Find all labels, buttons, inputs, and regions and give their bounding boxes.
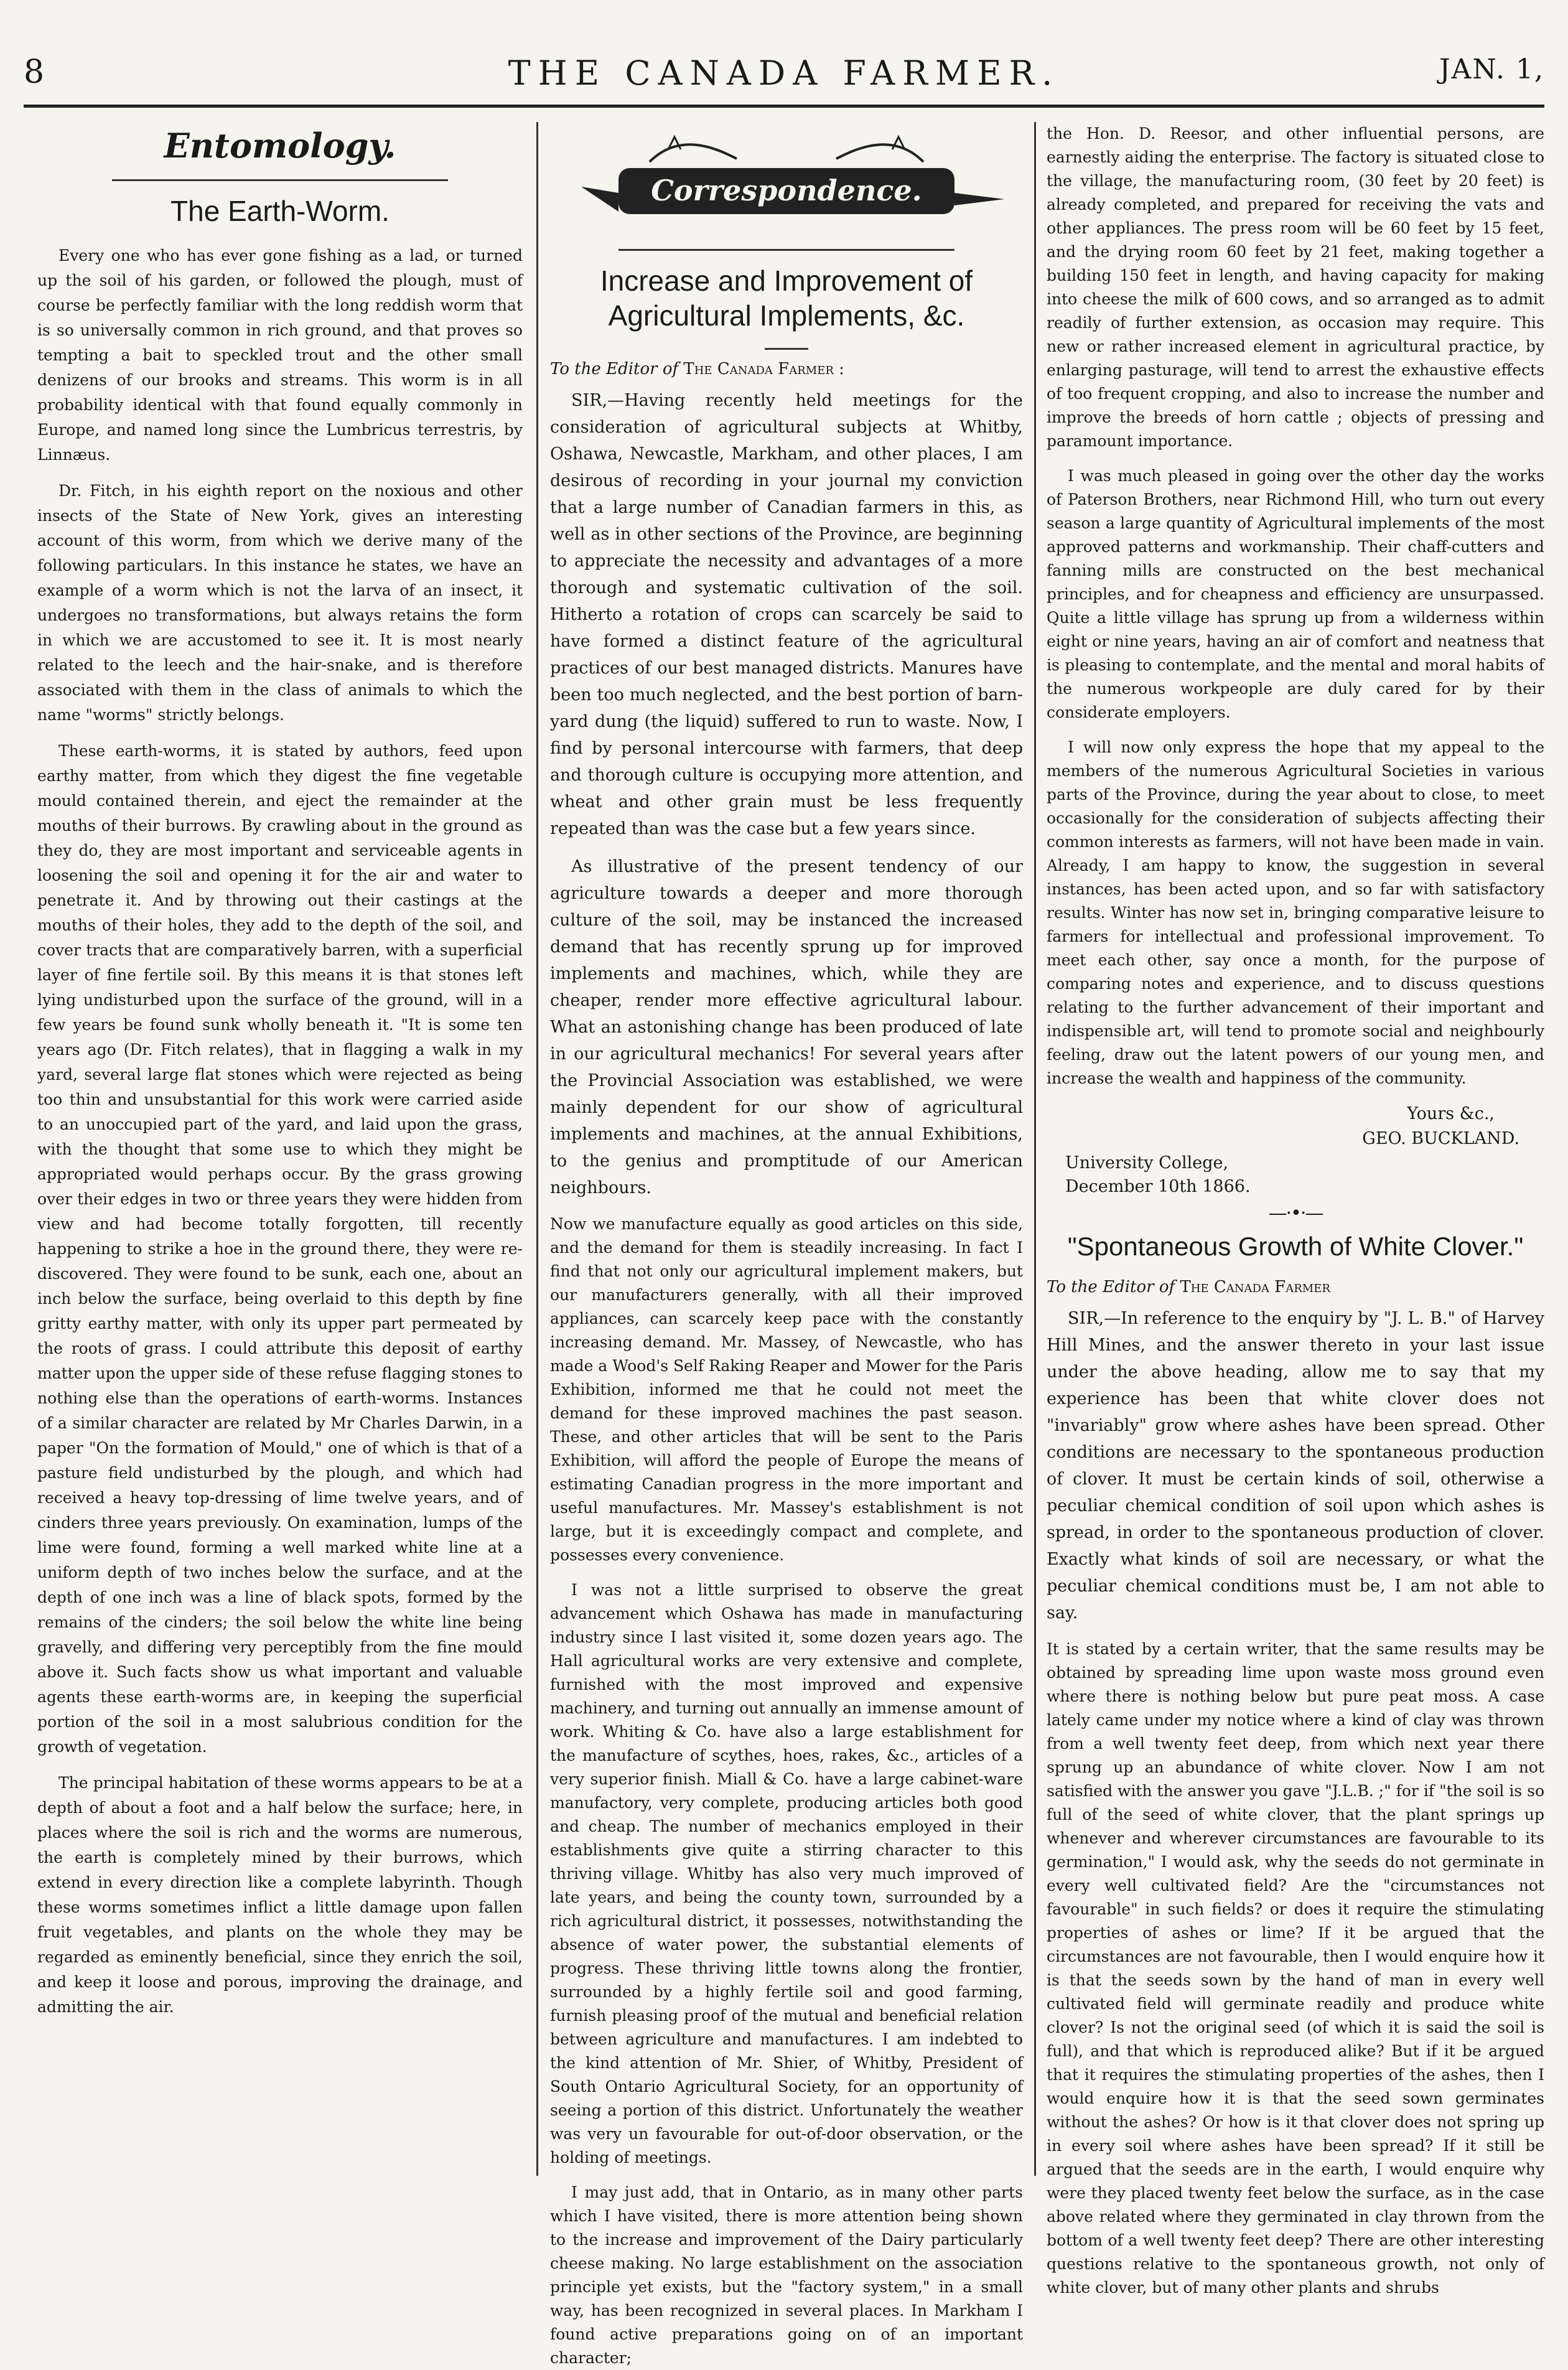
salutation: [550, 360, 1023, 378]
masthead: [0, 0, 1568, 118]
column-continued: [1047, 122, 1544, 2297]
banner-text: Correspondence.: [651, 174, 922, 207]
column-divider: [1034, 122, 1036, 2176]
paper-title: THE CANADA FARMER.: [508, 54, 1060, 93]
paragraph: Every one who has ever gone fishing as a lad, or turned up the soil of his garden, or followed the plough, must of course be perfectly familiar with the long reddish worm that is so universally common in rich ground, and that proves so tempting a bait to speckled trout and the other small denizens of our brooks and streams. This worm is in all probability identical with that found equally commonly in Europe, and named long since the Lumbricus terrestris, by Linnæus.: [37, 246, 523, 464]
article-title: "Spontaneous Growth of White Clover.": [1067, 1232, 1524, 1261]
paragraph: As illustrative of the present tendency of our agriculture towards a deeper and more thorough culture of the soil, may be instanced the increased demand that has recently sprung up for improved implements and machines, which, while they are cheaper, render more effective agricultural labour. What an astonishing change has been produced of late in our agricultural mechanics! For several years after the Provincial Association was established, we were mainly dependent for our show of agricultural implements and machines, at the annual Exhibitions, to the genius and promptitude of our American neighbours.: [550, 857, 1023, 1197]
heading-rule: [618, 249, 954, 251]
closing: Yours &c.,: [1407, 1104, 1495, 1123]
paper-name: The Canada Farmer :: [683, 360, 844, 378]
title-rule: [765, 348, 808, 350]
correspondence-banner: [556, 124, 1017, 237]
paragraph: I was much pleased in going over the other day the works of Paterson Brothers, near Richmond Hill, who turn out every season a large quantity of Agricultural implements of the most approved patterns and workmanship. Their chaff-cutters and fanning mills are constructed on the best mechanical principles, and for cheapness and efficiency are unsurpassed. Quite a little village has sprung up from a wilderness within eight or nine years, having an air of comfort and neatness that is pleasing to contemplate, and the mental and moral habits of the numerous workpeople are duly cared for by their considerate employers.: [1047, 467, 1544, 721]
ornament-rule: —·•·—: [1268, 1202, 1323, 1224]
salutation: [1047, 1278, 1544, 1296]
signature: GEO. BUCKLAND.: [1362, 1129, 1519, 1148]
paragraph: The principal habitation of these worms appears to be at a depth of about a foot and a half below the surface; here, in places where the soil is rich and the worms are numerous, the earth is completely mined by their burrows, which extend in every direction like a complete labyrinth. Though these worms sometimes inflict a little damage upon fallen fruit vegetables, and plants on the whole they may be regarded as eminently beneficial, since they enrich the soil, and keep it loose and porous, improving the drainage, and admitting the air.: [37, 1774, 523, 2016]
section-heading: Entomology.: [164, 126, 396, 166]
article-title: The Earth-Worm.: [170, 195, 390, 227]
heading-rule: [112, 179, 448, 181]
column-correspondence: [550, 122, 1023, 2367]
place-line: University College,: [1065, 1153, 1229, 1173]
paragraph: the Hon. D. Reesor, and other influential persons, are earnestly aiding the enterprise. The factory is situated close to the village, the manufacturing room, (30 feet by 20 feet) is already completed, and prepared for receiving the vats and other appliances. The press room will be 60 feet by 15 feet, and the drying room 60 feet by 21 feet, making together a building 150 feet in length, and having capacity for making into cheese the milk of 600 cows, and so arranged as to admit readily of further extension, as occasion may require. This new or rather increased element in agricultural practice, by enlarging pasturage, will tend to arrest the exhaustive effects of too frequent cropping, and also to increase the number and improve the breeds of horn cattle ; objects of pressing and paramount importance.: [1047, 124, 1544, 450]
paragraph: SIR,—In reference to the enquiry by "J. L. B." of Harvey Hill Mines, and the answer thereto in your last issue under the above heading, allow me to say that my experience has been that white clover does not "invariably" grow where ashes have been spread. Other conditions are necessary to the spontaneous production of clover. It must be certain kinds of soil, otherwise a peculiar chemical condition of soil upon which ashes is spread, in order to the spontaneous production of clover. Exactly what kinds of soil are necessary, or what the peculiar chemical conditions must be, I am not able to say.: [1047, 1309, 1544, 1623]
paragraph: I will now only express the hope that my appeal to the members of the numerous Agricultural Societies in various parts of the Province, during the year about to close, to meet occasionally for the consideration of subjects affecting their common interests as farmers, will not have been made in vain. Already, I am happy to know, the suggestion in several instances, has been acted upon, and so far with satisfactory results. Winter has now set in, bringing comparative leisure to farmers for intellectual and professional improvement. To meet each other, say once a month, for the purpose of comparing notes and experience, and to discuss questions relating to the further advancement of their important and indispensible art, will tend to promote social and neighbourly feeling, draw out the latent powers of our young men, and increase the wealth and happiness of the community.: [1047, 738, 1544, 1087]
paragraph: Now we manufacture equally as good articles on this side, and the demand for them is steadily increasing. In fact I find that not only our agricultural implement makers, but our manufacturers generally, with all their improved appliances, can scarcely keep pace with the constantly increasing demand. Mr. Massey, of Newcastle, who has made a Wood's Self Raking Reaper and Mower for the Paris Exhibition, informed me that he could not meet the demand for these improved machines the past season. These, and other articles that will be sent to the Paris Exhibition, will afford the people of Europe the means of estimating Canadian progress in the more important and useful manufactures. Mr. Massey's establishment is not large, but it is exceedingly compact and complete, and possesses every convenience.: [550, 1215, 1023, 1564]
top-rule: [24, 105, 1544, 108]
paragraph: It is stated by a certain writer, that the same results may be obtained by spreading lime upon waste moss ground even where there is nothing below but pure peat moss. A case lately came under my notice where a kind of clay was thrown from a well twenty feet deep, from which next year there sprung up an abundance of white clover. Now I am not satisfied with the answer you gave "J.L.B. ;" for if "the soil is so full of the seed of white clover, that the plant springs up whenever and wherever circumstances are favourable to its germination," I would ask, why the seeds do not germinate in every well cultivated field? Are the "circumstances not favourable" in such fields? or does it require the stimulating properties of ashes or lime? If it be argued that the circumstances are not favourable, then I would enquire how it is that the seeds sown by the hand of man in every well cultivated field will germinate readily and produce white clover? Is not the original seed (of which it is said the soil is full), and that which is reproduced alike? But if it be argued that it requires the stimulating properties of the ashes, then I would enquire how it is that the seed sown germinates without the ashes? Or how is it that clover does not spring up in every soil where ashes have been spread? If it still be argued that the seeds are in the earth, I would enquire why were they placed twenty feet below the surface, as in the case above related where they germinated in clay thrown from the bottom of a well twenty feet deep? There are other interesting questions relative to the spontaneous growth, not only of white clover, but of many other plants and shrubs: [1047, 1640, 1544, 2297]
issue-date: JAN. 1,: [1439, 54, 1544, 85]
article-title: Increase and Improvement of Agricultural Implements, &c.: [600, 265, 973, 332]
paragraph: I may just add, that in Ontario, as in many other parts which I have visited, there is more attention being shown to the increase and improvement of the Dairy particularly cheese making. No large establishment on the association principle yet exists, but the "factory system," in a small way, has been recognized in several places. In Markham I found active preparations going on of an important character;: [550, 2183, 1023, 2367]
column-divider: [536, 122, 538, 2176]
paragraph: Dr. Fitch, in his eighth report on the noxious and other insects of the State of New York, gives an interesting account of this worm, from which we derive many of the following particulars. In this instance he states, we have an example of a worm which is not the larva of an insect, it undergoes no transformations, but always retains the form in which we are accustomed to see it. It is most nearly related to the leech and the hair-snake, and is therefore associated with them in the class of animals to which the name "worms" strictly belongs.: [37, 482, 523, 724]
paper-name: The Canada Farmer: [1180, 1278, 1330, 1296]
paragraph: I was not a little surprised to observe the great advancement which Oshawa has made in manufacturing industry since I last visited it, some dozen years ago. The Hall agricultural works are very extensive and complete, furnished with the most improved and expensive machinery, and turning out annually an immense amount of work. Whiting & Co. have also a large establishment for the manufacture of scythes, hoes, rakes, &c., articles of a very superior finish. Miall & Co. have a large cabinet-ware manufactory, very complete, producing articles both good and cheap. The number of mechanics employed in their establishments give quite a stirring character to this thriving village. Whitby has also very much improved of late years, and being the county town, surrounded by a rich agricultural district, it possesses, notwithstanding the absence of water power, the substantial elements of progress. These thriving little towns along the frontier, surrounded by a highly fertile soil and good farming, furnish pleasing proof of the mutual and beneficial relation between agriculture and manufactures. I am indebted to the kind attention of Mr. Shier, of Whitby, President of South Ontario Agricultural Society, for an opportunity of seeing a portion of this district. Unfortunately the weather was very un favourable for out-of-door observation, or the holding of meetings.: [550, 1581, 1023, 2166]
date-line: December 10th 1866.: [1065, 1177, 1251, 1196]
to-editor-text: To the Editor of: [550, 360, 679, 378]
paragraph: SIR,—Having recently held meetings for the consideration of agricultural subjects at Whitby, Oshawa, Newcastle, Markham, and other places, I am desirous of recording in your journal my conviction that a large number of Canadian farmers in this, as well as in other sections of the Province, are beginning to appreciate the necessity and advantages of a more thorough and systematic cultivation of the soil. Hitherto a rotation of crops can scarcely be said to have formed a distinct feature of the agricultural practices of our best managed districts. Manures have been too much neglected, and the best portion of barn-yard dung (the liquid) suffered to run to waste. Now, I find by personal intercourse with farmers, that deep and thorough culture is occupying more attention, and wheat and other grain must be less frequently repeated than was the case but a few years since.: [550, 391, 1023, 838]
to-editor-text: To the Editor of: [1047, 1278, 1175, 1296]
column-entomology: [37, 122, 523, 2176]
page-number: 8: [24, 54, 45, 91]
paragraph: These earth-worms, it is stated by authors, feed upon earthy matter, from which they digest the fine vegetable mould contained therein, and eject the remainder at the mouths of their burrows. By crawling about in the ground as they do, they are most important and serviceable agents in loosening the soil and opening it for the air and water to penetrate it. And by throwing out their castings at the mouths of their holes, they add to the depth of the soil, and cover tracts that are comparatively barren, with a superficial layer of fine fertile soil. By this means it is that stones left lying undisturbed upon the surface of the ground, will in a few years be found sunk wholly beneath it. "It is some ten years ago (Dr. Fitch relates), that in flagging a walk in my yard, several large flat stones which were rejected as being too thin and unsubstantial for this work were carried aside to an unoccupied part of the yard, and laid upon the grass, with the thought that some use to which they might be appropriated would perhaps occur. By the grass growing over their edges in two or three years they were hidden from view and had become totally forgotten, till recently happening to strike a hoe in the ground there, they were re-discovered. They were found to be sunk, each one, about an inch below the surface, being overlaid to this depth by fine gritty earthy matter, with only its upper part permeated by the roots of grass. I could attribute this deposit of earthy matter upon the upper side of these refuse flagging stones to nothing else than the operations of earth-worms. Instances of a similar character are related by Mr Charles Darwin, in a paper "On the formation of Mould," one of which is that of a pasture field undisturbed by the plough, and which had received a heavy top-dressing of lime twelve years, and of cinders three years previously. On examination, lumps of the lime were found, forming a well marked white line at a uniform depth of two inches below the surface, and at the depth of one inch was a line of black spots, formed by the remains of the cinders; the soil below the white line being gravelly, and differing very perceptibly from the fine mould above it. Such facts show us what important and valuable agents these earth-worms are, in keeping the superficial portion of the soil in a most salubrious condition for the growth of vegetation.: [37, 742, 523, 1756]
